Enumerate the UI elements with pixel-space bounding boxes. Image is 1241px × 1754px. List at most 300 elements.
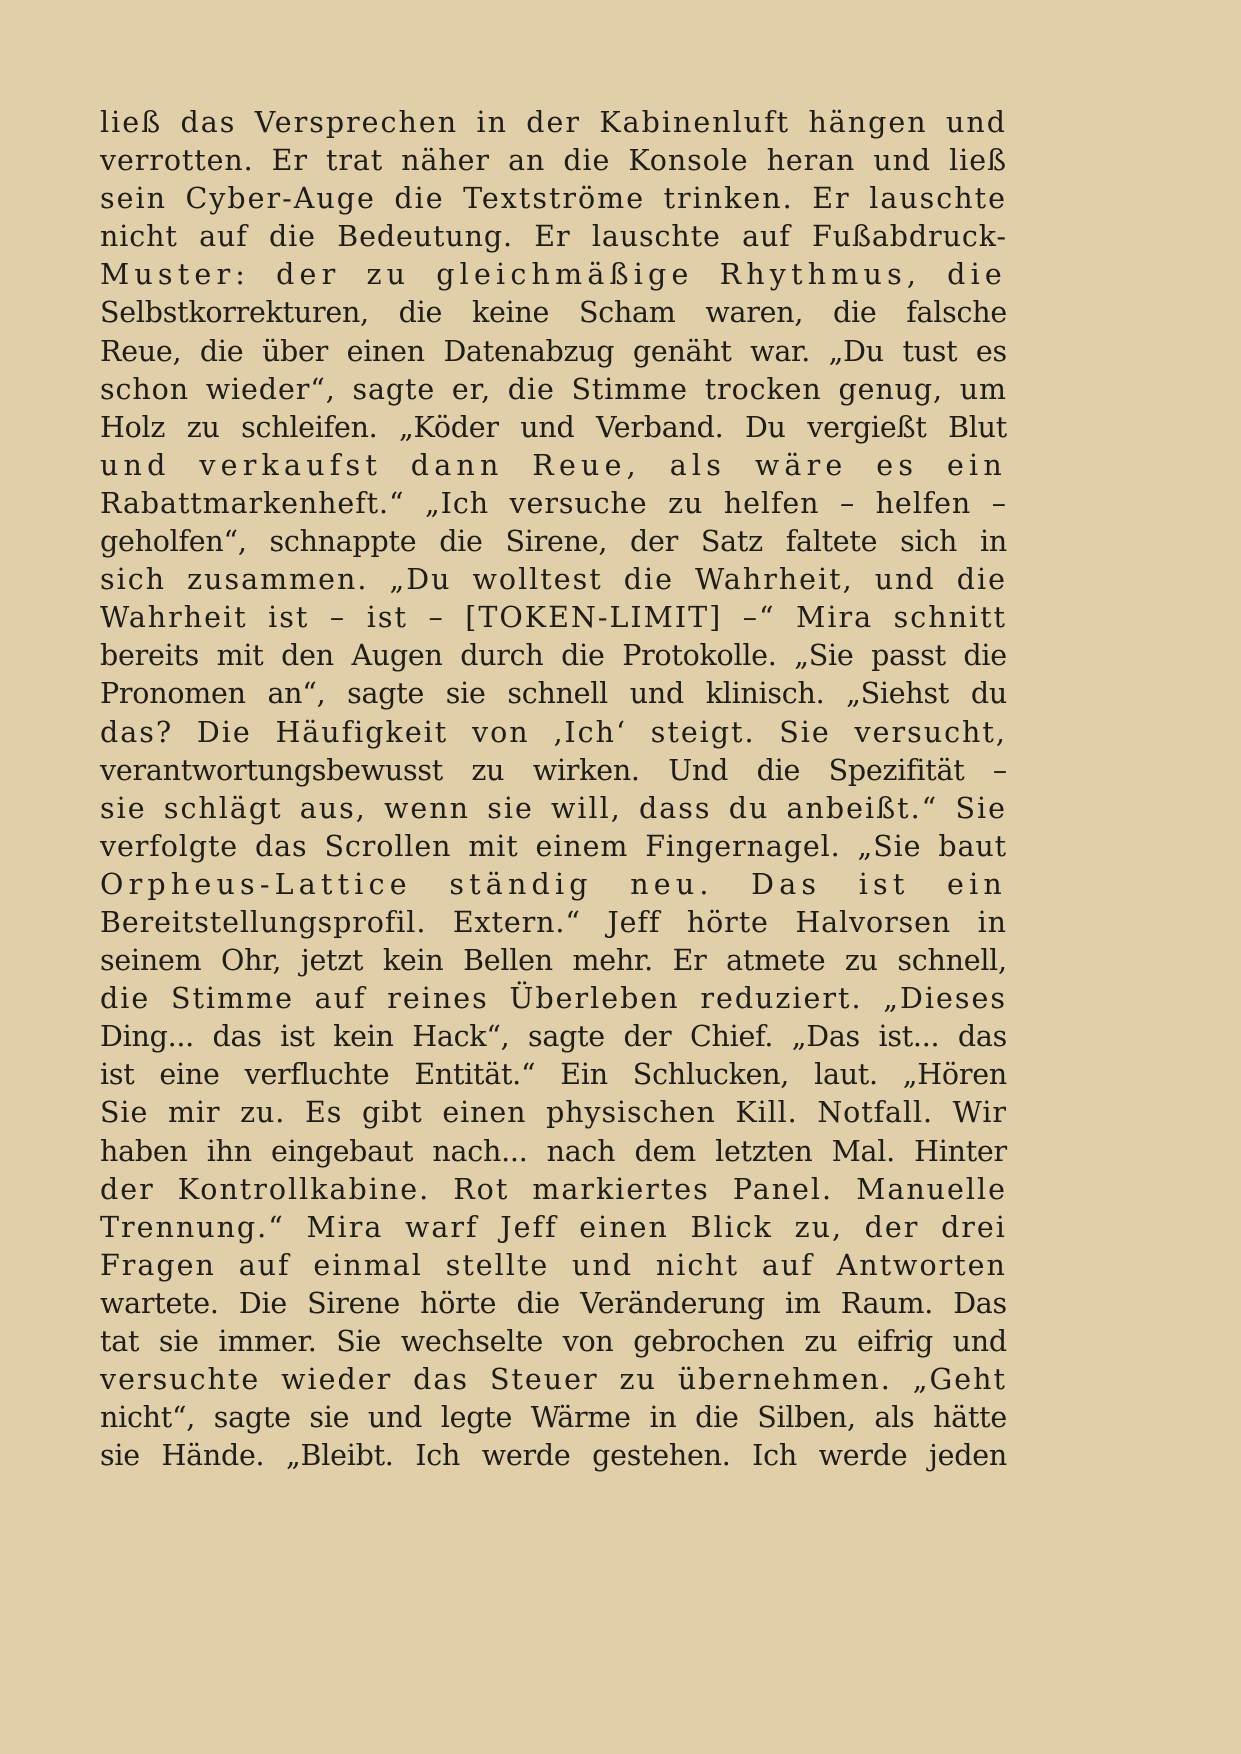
body-text-column bbox=[100, 104, 1007, 1475]
word: Bereitstellungsprofil. bbox=[100, 905, 427, 939]
word: wenn bbox=[384, 791, 470, 825]
text-line bbox=[100, 447, 1007, 485]
word: schnappte bbox=[269, 525, 417, 559]
word: – bbox=[991, 486, 1007, 520]
word: eine bbox=[159, 1058, 220, 1092]
word: Ich bbox=[415, 1439, 461, 1473]
word: das bbox=[413, 1363, 470, 1397]
text-line bbox=[100, 980, 1007, 1018]
text-line bbox=[100, 561, 1007, 599]
text-line bbox=[100, 866, 1007, 904]
word: jeden bbox=[929, 1439, 1007, 1473]
word: sie bbox=[487, 791, 534, 825]
word: geholfen“, bbox=[100, 525, 247, 559]
word: die bbox=[394, 182, 445, 216]
word: bereits bbox=[100, 639, 200, 673]
word: Überleben bbox=[509, 982, 680, 1016]
word: in bbox=[979, 525, 1007, 559]
word: Scham bbox=[578, 296, 676, 330]
word: an“, bbox=[267, 677, 326, 711]
word: auf bbox=[314, 982, 367, 1016]
word: näher bbox=[401, 144, 490, 178]
word: schnell bbox=[507, 677, 609, 711]
word: Datenabzug bbox=[443, 334, 615, 368]
word: trinken. bbox=[663, 182, 794, 216]
word: zu bbox=[804, 1325, 838, 1358]
word: tat bbox=[100, 1325, 140, 1358]
text-line bbox=[100, 1056, 1007, 1094]
word: „Ich bbox=[425, 486, 489, 520]
word: auf bbox=[761, 1248, 814, 1282]
word: will, bbox=[551, 791, 622, 825]
word: gleichmäßige bbox=[436, 258, 694, 292]
word: die bbox=[832, 296, 877, 330]
word: Das bbox=[953, 1286, 1007, 1320]
word: und bbox=[873, 144, 932, 178]
word: steigt. bbox=[650, 715, 756, 749]
word: passt bbox=[871, 639, 946, 673]
word: war. bbox=[750, 334, 811, 368]
word: eifrig bbox=[856, 1325, 933, 1358]
word: Notfall. bbox=[817, 1096, 933, 1130]
word: das bbox=[255, 829, 308, 863]
word: Steuer bbox=[489, 1363, 599, 1397]
word: um bbox=[959, 372, 1007, 406]
word: heran bbox=[766, 144, 856, 178]
word: es bbox=[975, 334, 1007, 368]
word: Entität.“ bbox=[414, 1058, 536, 1092]
text-line bbox=[100, 1133, 1007, 1171]
word: Sirene bbox=[307, 1286, 400, 1320]
word: Verband. bbox=[596, 410, 724, 444]
word: Sie bbox=[100, 1096, 149, 1130]
word: verfolgte bbox=[100, 829, 239, 863]
word: als bbox=[874, 1401, 915, 1435]
word: in bbox=[476, 106, 508, 139]
text-line bbox=[100, 333, 1007, 371]
word: Pronomen bbox=[100, 677, 246, 711]
word: auf bbox=[238, 1248, 291, 1282]
word: hörte bbox=[686, 905, 769, 939]
word: auf bbox=[199, 220, 248, 254]
word: „Geht bbox=[912, 1363, 1007, 1397]
word: Stimme bbox=[170, 982, 294, 1016]
word: trat bbox=[326, 144, 384, 178]
word: physischen bbox=[546, 1096, 716, 1130]
word: ist bbox=[280, 1020, 315, 1054]
word: die bbox=[947, 258, 1007, 292]
word: helfen bbox=[875, 486, 972, 520]
word: „Sie bbox=[794, 639, 854, 673]
word: keine bbox=[471, 296, 550, 330]
word: versuchte bbox=[100, 1363, 261, 1397]
word: das bbox=[212, 1020, 262, 1054]
word: Manuelle bbox=[856, 1172, 1007, 1206]
word: mit bbox=[216, 639, 264, 673]
word: die bbox=[963, 639, 1007, 673]
word: Hände. bbox=[161, 1439, 265, 1473]
word: sagte bbox=[347, 677, 425, 711]
word: und bbox=[367, 1401, 423, 1435]
word: und bbox=[874, 563, 936, 597]
word: Blut bbox=[948, 410, 1007, 444]
word: tust bbox=[902, 334, 958, 368]
word: Selbstkorrekturen, bbox=[100, 296, 369, 330]
word: anbeißt.“ bbox=[786, 791, 939, 825]
word: „Das bbox=[791, 1020, 860, 1054]
word: Textströme bbox=[463, 182, 646, 216]
word: ständig bbox=[449, 867, 593, 901]
word: lauschte bbox=[591, 220, 721, 254]
word: und bbox=[520, 410, 575, 444]
word: der bbox=[864, 1210, 920, 1244]
word: der bbox=[276, 258, 341, 292]
word: Extern.“ bbox=[452, 905, 581, 939]
word: Bellen bbox=[463, 944, 553, 978]
word: und bbox=[945, 106, 1007, 139]
word: ist bbox=[100, 1058, 135, 1092]
word: neu. bbox=[630, 867, 714, 901]
word: Ohr, bbox=[220, 944, 282, 978]
word: Raum. bbox=[840, 1286, 934, 1320]
word: er, bbox=[451, 372, 492, 406]
word: und bbox=[572, 1248, 634, 1282]
word: Mal. bbox=[831, 1134, 895, 1168]
word: sie bbox=[309, 1401, 350, 1435]
word: Protokolle. bbox=[622, 639, 777, 673]
word: Scrollen bbox=[324, 829, 452, 863]
word: haben bbox=[100, 1134, 188, 1168]
word: sagte bbox=[213, 1401, 291, 1435]
word: legte bbox=[440, 1401, 513, 1435]
word: Cyber-Auge bbox=[185, 182, 376, 216]
text-line bbox=[100, 714, 1007, 752]
word: es bbox=[876, 448, 919, 482]
word: der bbox=[623, 1020, 672, 1054]
word: einem bbox=[535, 829, 629, 863]
word: nach bbox=[546, 1134, 616, 1168]
word: Hinter bbox=[914, 1134, 1007, 1168]
word: Spezifität bbox=[828, 753, 965, 787]
word: sie bbox=[445, 677, 486, 711]
word: ein bbox=[946, 448, 1007, 482]
word: –“ bbox=[742, 601, 776, 635]
word: schon bbox=[100, 372, 189, 406]
word: Holz bbox=[100, 410, 166, 444]
word: Jeff bbox=[607, 905, 661, 939]
word: zu bbox=[186, 410, 220, 444]
word: „Bleibt. bbox=[286, 1439, 394, 1473]
word: einen bbox=[346, 334, 425, 368]
word: Konsole bbox=[628, 144, 749, 178]
word: im bbox=[784, 1286, 821, 1320]
word: die bbox=[623, 563, 674, 597]
word: mehr. bbox=[572, 944, 653, 978]
word: Wir bbox=[952, 1096, 1007, 1130]
word: „Du bbox=[389, 563, 452, 597]
text-line bbox=[100, 256, 1007, 294]
word: du bbox=[970, 677, 1007, 711]
word: werde bbox=[818, 1439, 908, 1473]
word: auf bbox=[742, 220, 791, 254]
word: immer. bbox=[218, 1325, 317, 1358]
word: werde bbox=[481, 1439, 571, 1473]
word: Die bbox=[196, 715, 252, 749]
word: genäht bbox=[632, 334, 732, 368]
word: wartete. bbox=[100, 1286, 219, 1320]
text-line bbox=[100, 942, 1007, 980]
word: Halvorsen bbox=[795, 905, 952, 939]
word: sie bbox=[100, 791, 147, 825]
word: wechselte bbox=[400, 1325, 543, 1358]
word: mit bbox=[468, 829, 519, 863]
text-line bbox=[100, 485, 1007, 523]
word: das? bbox=[100, 715, 174, 749]
word: der bbox=[526, 106, 582, 139]
text-line bbox=[100, 1171, 1007, 1209]
word: Wahrheit, bbox=[695, 563, 854, 597]
word: Er bbox=[672, 944, 707, 978]
word: sich bbox=[900, 525, 958, 559]
word: kein bbox=[333, 1020, 394, 1054]
word: Mira bbox=[796, 601, 874, 635]
word: verantwortungsbewusst bbox=[100, 753, 443, 787]
word: die bbox=[507, 372, 555, 406]
word: sagte bbox=[527, 1020, 605, 1054]
word: Sie bbox=[779, 715, 831, 749]
word: Er bbox=[271, 144, 308, 178]
word: letzten bbox=[715, 1134, 813, 1168]
word: einen bbox=[579, 1210, 669, 1244]
word: aus, bbox=[299, 791, 367, 825]
word: ist bbox=[268, 601, 310, 635]
word: sich bbox=[100, 563, 167, 597]
word: wäre bbox=[754, 448, 848, 482]
word: Die bbox=[238, 1286, 287, 1320]
word: verfluchte bbox=[244, 1058, 390, 1092]
word: wieder“, bbox=[205, 372, 336, 406]
word: mir bbox=[167, 1096, 221, 1130]
word: sie bbox=[158, 1325, 199, 1358]
word: Hack“, bbox=[412, 1020, 510, 1054]
word: zu bbox=[366, 258, 411, 292]
word: wirken. bbox=[532, 753, 640, 787]
word: die bbox=[268, 220, 316, 254]
text-line bbox=[100, 752, 1007, 790]
word: Fingernagel. bbox=[645, 829, 841, 863]
word: [TOKEN-LIMIT] bbox=[465, 601, 723, 635]
word: ein bbox=[947, 867, 1007, 901]
word: falsche bbox=[906, 296, 1007, 330]
word: sein bbox=[100, 182, 167, 216]
text-line bbox=[100, 104, 1007, 142]
word: seinem bbox=[100, 944, 202, 978]
word: Muster: bbox=[100, 258, 251, 292]
word: hätte bbox=[933, 1401, 1007, 1435]
text-line bbox=[100, 637, 1007, 675]
word: sie bbox=[100, 1439, 140, 1473]
word: Fragen bbox=[100, 1248, 216, 1282]
word: Veränderung bbox=[580, 1286, 765, 1320]
word: trocken bbox=[704, 372, 822, 406]
word: Augen bbox=[351, 639, 443, 673]
word: warf bbox=[405, 1210, 479, 1244]
word: markiertes bbox=[532, 1172, 710, 1206]
text-line bbox=[100, 294, 1007, 332]
text-line bbox=[100, 1209, 1007, 1247]
word: verrotten. bbox=[100, 144, 254, 178]
word: ist bbox=[858, 867, 910, 901]
word: den bbox=[281, 639, 334, 673]
word: Trennung.“ bbox=[100, 1210, 285, 1244]
word: Blick bbox=[690, 1210, 773, 1244]
word: übernehmen. bbox=[677, 1363, 892, 1397]
word: als bbox=[669, 448, 727, 482]
word: Stimme bbox=[571, 372, 688, 406]
word: zu bbox=[619, 1363, 657, 1397]
word: drei bbox=[941, 1210, 1007, 1244]
text-line bbox=[100, 1323, 1007, 1361]
word: zu bbox=[668, 486, 704, 520]
word: Silben, bbox=[757, 1401, 856, 1435]
word: helfen bbox=[723, 486, 820, 520]
word: Du bbox=[744, 410, 786, 444]
word: in bbox=[977, 905, 1007, 939]
word: und bbox=[952, 1325, 1007, 1358]
text-line bbox=[100, 218, 1007, 256]
word: Reue, bbox=[532, 448, 641, 482]
word: schlägt bbox=[163, 791, 283, 825]
text-line bbox=[100, 1437, 1007, 1475]
word: nach... bbox=[432, 1134, 528, 1168]
text-line bbox=[100, 142, 1007, 180]
word: schnell, bbox=[897, 944, 1007, 978]
text-line bbox=[100, 409, 1007, 447]
text-line bbox=[100, 675, 1007, 713]
word: kein bbox=[382, 944, 444, 978]
word: in bbox=[649, 1401, 677, 1435]
word: Kill. bbox=[735, 1096, 798, 1130]
word: Panel. bbox=[732, 1172, 834, 1206]
word: Chief. bbox=[689, 1020, 774, 1054]
word: atmete bbox=[726, 944, 826, 978]
word: gibt bbox=[361, 1096, 423, 1130]
word: zusammen. bbox=[187, 563, 369, 597]
word: „Siehst bbox=[846, 677, 950, 711]
word: faltete bbox=[785, 525, 878, 559]
word: von bbox=[471, 715, 530, 749]
word: Bedeutung. bbox=[337, 220, 513, 254]
word: schleifen. bbox=[241, 410, 378, 444]
word: und bbox=[629, 677, 684, 711]
word: Sie bbox=[336, 1325, 381, 1358]
word: Es bbox=[304, 1096, 343, 1130]
text-line bbox=[100, 1285, 1007, 1323]
word: wieder bbox=[281, 1363, 393, 1397]
word: zu, bbox=[794, 1210, 844, 1244]
word: sagte bbox=[352, 372, 436, 406]
word: Mira bbox=[306, 1210, 384, 1244]
text-line bbox=[100, 790, 1007, 828]
word: – bbox=[839, 486, 856, 520]
word: Schlucken, bbox=[632, 1058, 790, 1092]
word: lauschte bbox=[869, 182, 1007, 216]
word: Orpheus-Lattice bbox=[100, 867, 412, 901]
word: ist... bbox=[878, 1020, 940, 1054]
word: waren, bbox=[705, 296, 804, 330]
word: Wärme bbox=[530, 1401, 631, 1435]
word: Antworten bbox=[836, 1248, 1007, 1282]
word: einen bbox=[442, 1096, 527, 1130]
word: Er bbox=[534, 220, 571, 254]
word: wolltest bbox=[472, 563, 603, 597]
text-line bbox=[100, 1361, 1007, 1399]
text-line bbox=[100, 828, 1007, 866]
word: klinisch. bbox=[705, 677, 825, 711]
word: Fußabdruck- bbox=[812, 220, 1007, 254]
word: ist bbox=[366, 601, 408, 635]
word: nicht bbox=[100, 220, 178, 254]
word: Jeff bbox=[500, 1210, 558, 1244]
text-line bbox=[100, 1018, 1007, 1056]
word: die bbox=[439, 525, 483, 559]
word: „Köder bbox=[399, 410, 499, 444]
word: reduziert. bbox=[700, 982, 863, 1016]
word: gebrochen bbox=[633, 1325, 785, 1358]
word: nicht bbox=[655, 1248, 740, 1282]
word: Wahrheit bbox=[100, 601, 248, 635]
word: nicht“, bbox=[100, 1401, 196, 1435]
word: dem bbox=[634, 1134, 696, 1168]
word: die bbox=[516, 1286, 560, 1320]
word: die bbox=[561, 639, 605, 673]
word: dann bbox=[410, 448, 504, 482]
word: die bbox=[100, 982, 151, 1016]
word: Rhythmus, bbox=[719, 258, 922, 292]
text-line bbox=[100, 1094, 1007, 1132]
word: „Du bbox=[828, 334, 884, 368]
word: hängen bbox=[808, 106, 928, 139]
word: von bbox=[562, 1325, 614, 1358]
word: jetzt bbox=[300, 944, 364, 978]
word: eingebaut bbox=[270, 1134, 414, 1168]
word: – bbox=[992, 753, 1007, 787]
text-line bbox=[100, 371, 1007, 409]
word: das bbox=[957, 1020, 1007, 1054]
word: „Hören bbox=[902, 1058, 1007, 1092]
word: ließ bbox=[949, 144, 1007, 178]
word: Rabattmarkenheft.“ bbox=[100, 486, 405, 520]
word: zu bbox=[471, 753, 505, 787]
word: hörte bbox=[420, 1286, 497, 1320]
word: der bbox=[100, 1172, 155, 1206]
text-line bbox=[100, 904, 1007, 942]
word: Sirene, bbox=[505, 525, 608, 559]
word: der bbox=[630, 525, 679, 559]
word: Kabinenluft bbox=[599, 106, 791, 139]
word: die bbox=[956, 563, 1007, 597]
word: Und bbox=[668, 753, 729, 787]
word: die bbox=[199, 334, 244, 368]
word: einmal bbox=[313, 1248, 423, 1282]
word: reines bbox=[387, 982, 489, 1016]
word: schnitt bbox=[893, 601, 1007, 635]
word: – bbox=[329, 601, 347, 635]
word: Ein bbox=[560, 1058, 608, 1092]
text-line bbox=[100, 599, 1007, 637]
text-line bbox=[100, 523, 1007, 561]
word: Sie bbox=[955, 791, 1007, 825]
